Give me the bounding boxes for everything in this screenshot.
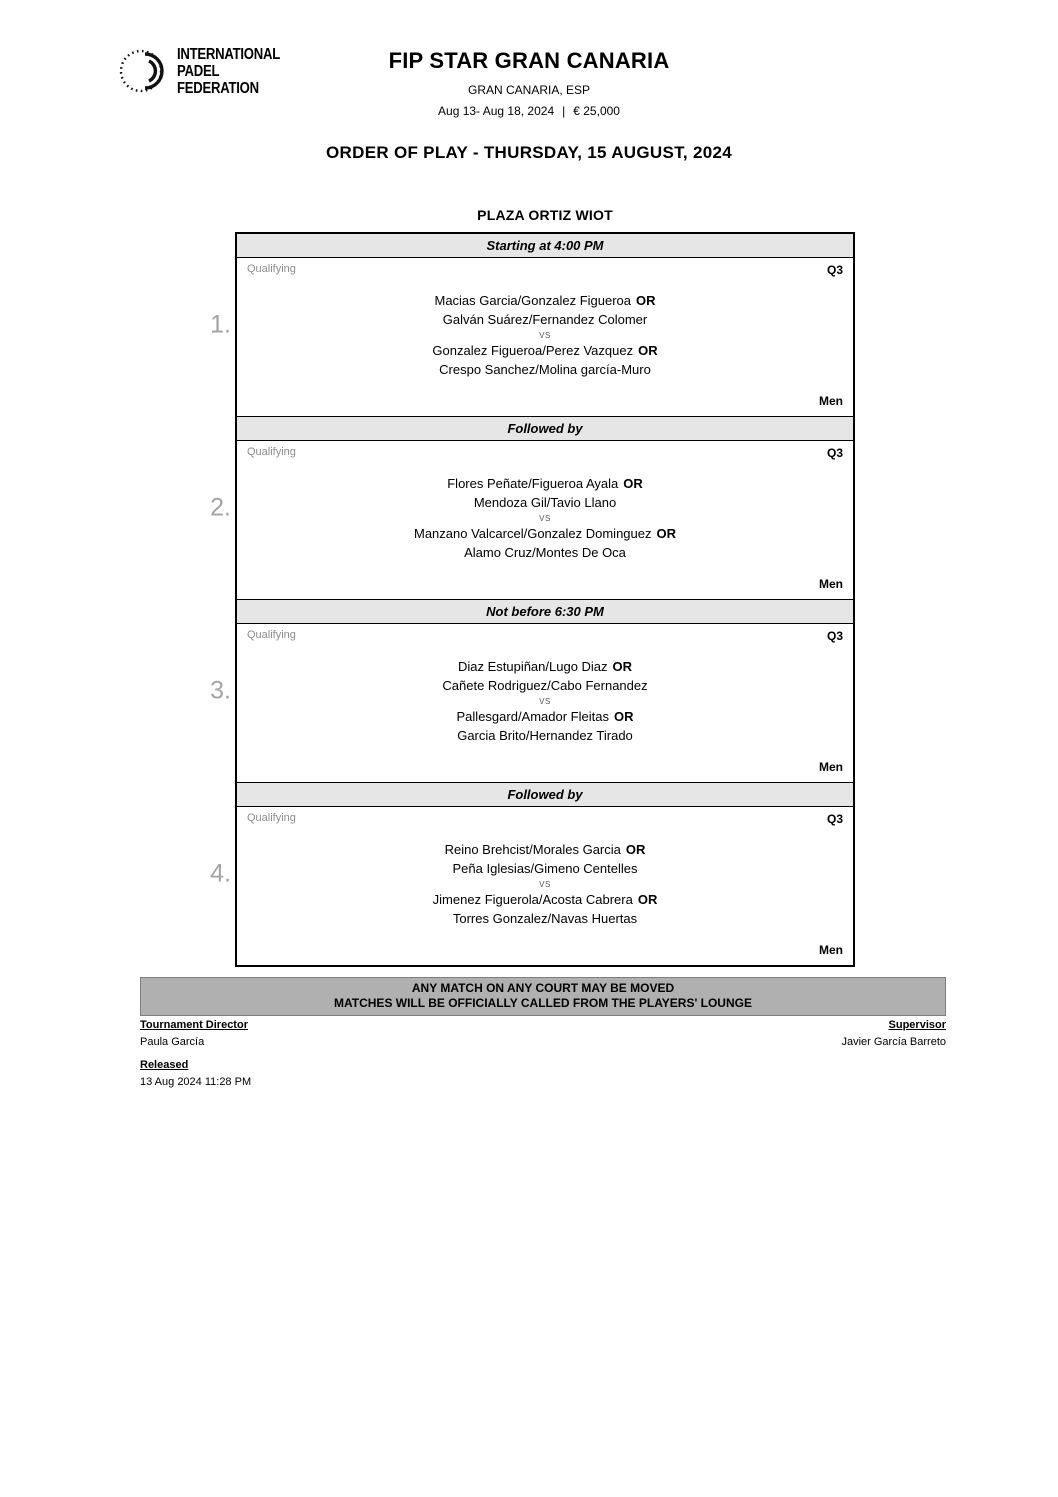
match-draw-code: Q3: [826, 629, 843, 643]
match-round: Qualifying: [247, 263, 296, 275]
vs-label: VS: [539, 331, 551, 340]
match-card: [237, 807, 853, 965]
logo-line-3: FEDERATION: [177, 79, 259, 97]
match-number: 1.: [210, 310, 231, 339]
or-label: OR: [612, 659, 633, 674]
match-draw-code: Q3: [826, 812, 843, 826]
team-names: Pallesgard/Amador Fleitas: [456, 709, 609, 724]
vs-label: VS: [539, 697, 551, 706]
match-round: Qualifying: [247, 446, 296, 458]
footer: [140, 1019, 946, 1088]
team-line: [247, 892, 843, 908]
team-line: [247, 842, 843, 858]
court-section: [210, 207, 855, 967]
separator: |: [562, 104, 566, 118]
match-category: Men: [819, 943, 843, 957]
match-round: Qualifying: [247, 629, 296, 641]
match-category: Men: [819, 577, 843, 591]
team-line: [247, 293, 843, 309]
team-line: Peña Iglesias/Gimeno Centelles: [452, 861, 638, 876]
match-category: Men: [819, 760, 843, 774]
team-line: Galván Suárez/Fernandez Colomer: [442, 312, 648, 327]
logo-line-2: PADEL: [177, 62, 220, 80]
match-time-header: Followed by: [237, 782, 853, 807]
court-name: PLAZA ORTIZ WIOT: [477, 207, 613, 223]
match-draw-code: Q3: [826, 446, 843, 460]
match-number: 3.: [210, 676, 231, 704]
match-time-header: Starting at 4:00 PM: [237, 234, 853, 258]
tournament-location: GRAN CANARIA, ESP: [467, 83, 591, 97]
match-teams: [247, 839, 843, 930]
or-label: OR: [625, 842, 646, 857]
logo-line-1: INTERNATIONAL: [177, 45, 280, 63]
team-names: Diaz Estupiñan/Lugo Diaz: [457, 659, 608, 674]
or-label: OR: [623, 476, 643, 491]
match-4: [210, 782, 853, 965]
or-label: OR: [613, 709, 634, 724]
team-line: Mendoza Gil/Tavio Llano: [473, 495, 617, 510]
match-category: Men: [819, 394, 843, 408]
team-line: Alamo Cruz/Montes De Oca: [464, 545, 626, 560]
team-names: Gonzalez Figueroa/Perez Vazquez: [432, 343, 634, 358]
tournament-title: FIP STAR GRAN CANARIA: [388, 48, 670, 73]
or-label: OR: [636, 293, 656, 308]
match-3: [210, 599, 853, 782]
team-line: Torres Gonzalez/Navas Huertas: [452, 911, 638, 926]
match-card: [237, 441, 853, 599]
match-card: [237, 258, 853, 416]
match-1: [210, 234, 853, 416]
match-time-header: Followed by: [237, 416, 853, 441]
vs-label: VS: [539, 880, 551, 889]
tournament-dates: Aug 13- Aug 18, 2024: [438, 104, 555, 118]
team-line: [247, 659, 843, 675]
team-names: Manzano Valcarcel/Gonzalez Dominguez: [414, 526, 652, 541]
match-time-header: Not before 6:30 PM: [237, 599, 853, 624]
released-datetime: 13 Aug 2024 11:28 PM: [140, 1076, 252, 1088]
team-names: Flores Peñate/Figueroa Ayala: [447, 476, 619, 491]
supervisor-label: Supervisor: [888, 1019, 946, 1031]
match-round: Qualifying: [247, 812, 296, 824]
team-line: Cañete Rodriguez/Cabo Fernandez: [442, 678, 648, 693]
match-draw-code: Q3: [826, 263, 843, 277]
tournament-dates-prize: [0, 104, 1058, 118]
or-label: OR: [638, 343, 658, 358]
team-names: Macias Garcia/Gonzalez Figueroa: [434, 293, 632, 308]
tournament-header: [0, 45, 1058, 118]
team-line: Garcia Brito/Hernandez Tirado: [457, 728, 633, 743]
team-line: Crespo Sanchez/Molina garcía-Muro: [439, 362, 651, 377]
match-teams: [247, 290, 843, 381]
notice-line-1: ANY MATCH ON ANY COURT MAY BE MOVED: [411, 981, 675, 995]
match-card: [237, 624, 853, 782]
team-line: [247, 709, 843, 725]
team-names: Jimenez Figuerola/Acosta Cabrera: [432, 892, 633, 907]
or-label: OR: [656, 526, 676, 541]
supervisor-name: Javier García Barreto: [841, 1036, 946, 1048]
order-of-play-title: ORDER OF PLAY - THURSDAY, 15 AUGUST, 2024: [326, 143, 732, 162]
tournament-director-name: Paula García: [140, 1036, 205, 1048]
team-names: Reino Brehcist/Morales Garcia: [444, 842, 621, 857]
vs-label: VS: [539, 514, 551, 523]
prize-money: € 25,000: [573, 104, 620, 118]
match-2: [210, 416, 853, 599]
match-number: 4.: [210, 859, 231, 887]
match-number: 2.: [210, 493, 231, 521]
order-of-play-table: [210, 232, 855, 967]
team-line: [247, 343, 843, 359]
team-line: [247, 476, 843, 492]
match-teams: [247, 473, 843, 564]
match-teams: [247, 656, 843, 747]
team-line: [247, 526, 843, 542]
notice-line-2: MATCHES WILL BE OFFICIALLY CALLED FROM THE PLAYERS' LOUNGE: [334, 996, 752, 1010]
tournament-director-label: Tournament Director: [140, 1019, 248, 1031]
or-label: OR: [637, 892, 658, 907]
released-label: Released: [140, 1059, 189, 1071]
notice-box: [140, 977, 946, 1016]
